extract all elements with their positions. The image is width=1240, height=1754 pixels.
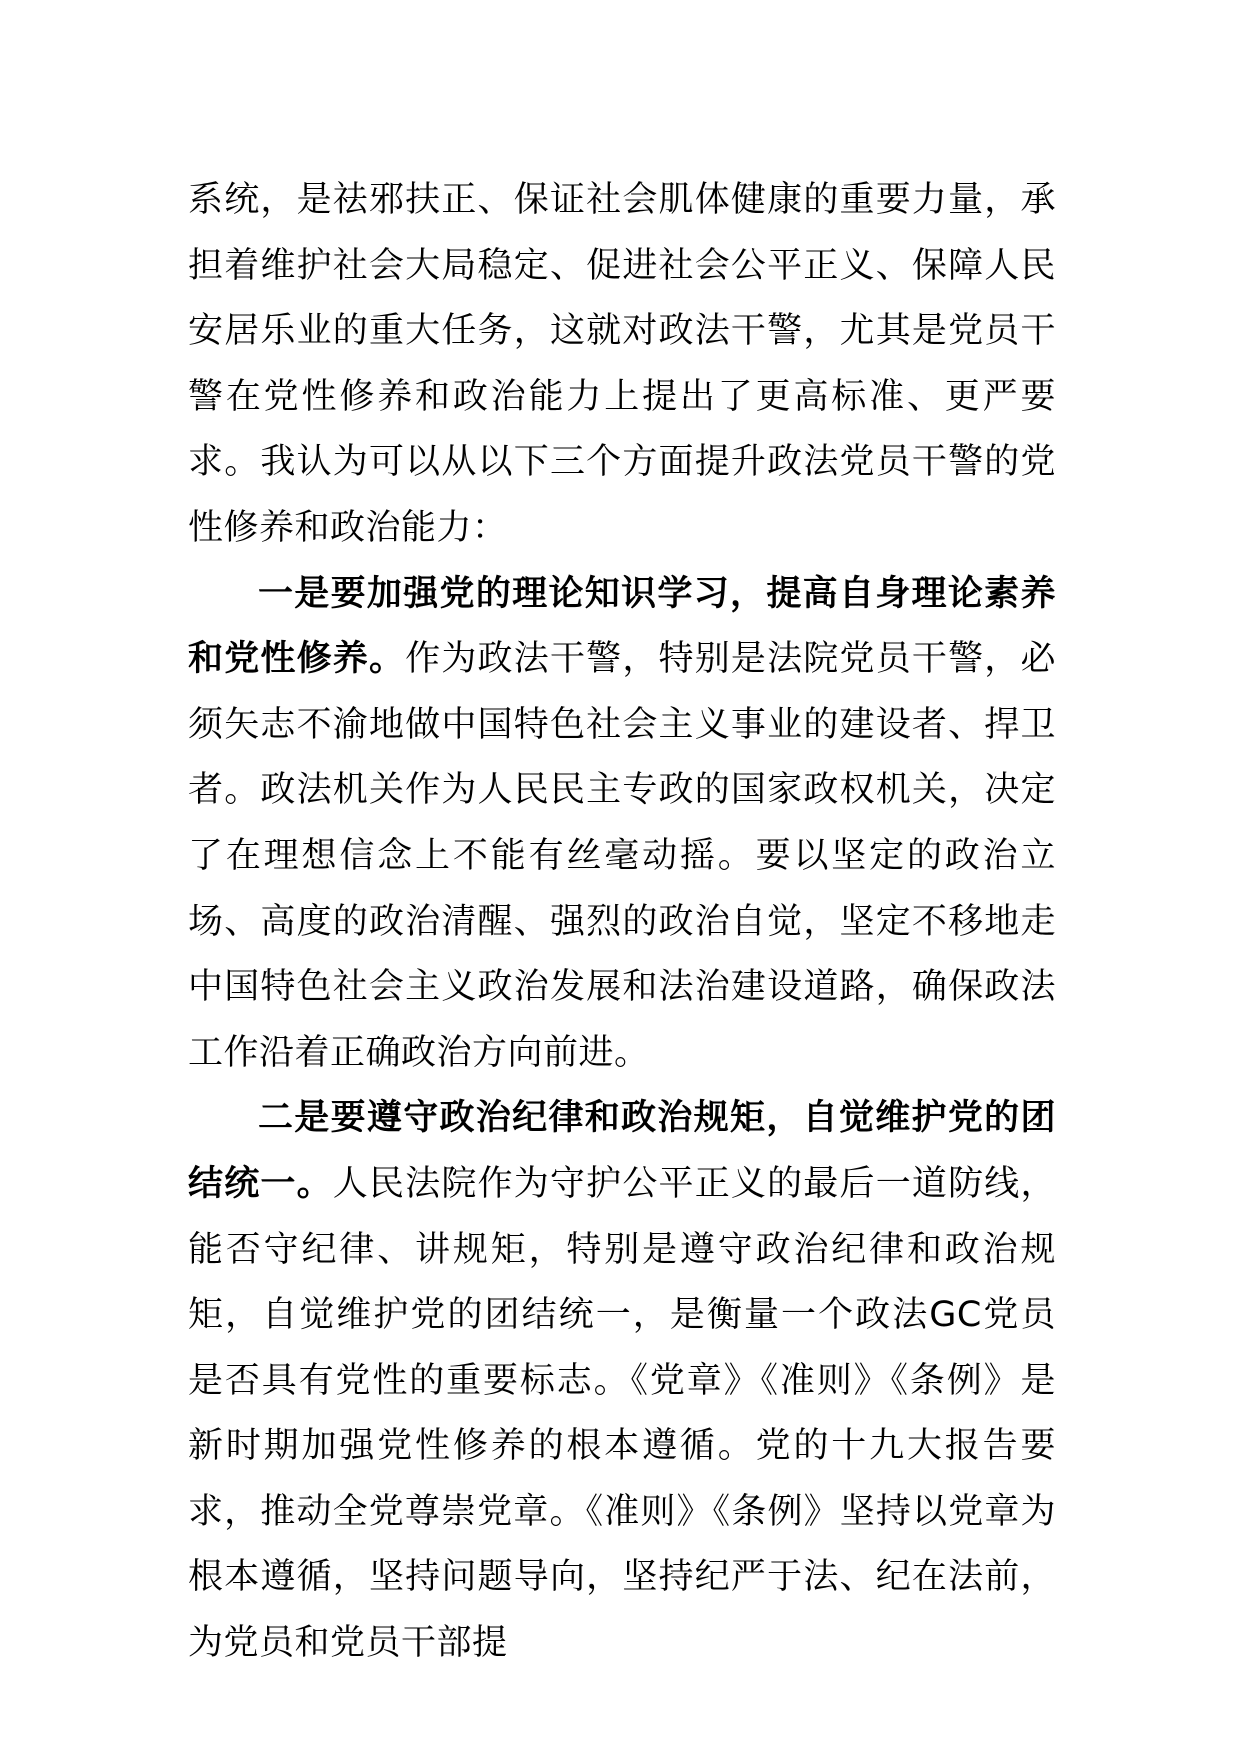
paragraph-text: 系统，是祛邪扶正、保证社会肌体健康的重要力量，承担着维护社会大局稳定、促进社会公平正义、保障人民安居乐业的重大任务，这就对政法干警，尤其是党员干警在党性修养和政治能力上提出了更高标准、更严要求。我认为可以从以下三个方面提升政法党员干警的党性修养和政治能力： <box>188 180 1056 548</box>
paragraph-continuation <box>188 168 1056 562</box>
document-body <box>188 168 1056 1677</box>
paragraph-text: 作为政法干警，特别是法院党员干警，必须矢志不渝地做中国特色社会主义事业的建设者、捍卫者。政法机关作为人民民主专政的国家政权机关，决定了在理想信念上不能有丝毫动摇。要以坚定的政治立场、高度的政治清醒、强烈的政治自觉，坚定不移地走中国特色社会主义政治发展和法治建设道路，确保政法工作沿着正确政治方向前进。 <box>188 639 1056 1073</box>
paragraph-heading: 一是要加强党的理论知识学习，提高自身理论素养和党性修养。 <box>188 573 1056 680</box>
paragraph-point-two <box>188 1086 1056 1676</box>
paragraph-point-one <box>188 562 1056 1087</box>
paragraph-heading: 二是要遵守政治纪律和政治规矩，自觉维护党的团结统一。 <box>188 1098 1056 1204</box>
paragraph-text: 人民法院作为守护公平正义的最后一道防线，能否守纪律、讲规矩，特别是遵守政治纪律和政治规矩，自觉维护党的团结统一，是衡量一个政法GC党员是否具有党性的重要标志。《党章》《准则》《条例》是新时期加强党性修养的根本遵循。党的十九大报告要求，推动全党尊崇党章。《准则》《条例》坚持以党章为根本遵循，坚持问题导向，坚持纪严于法、纪在法前，为党员和党员干部提 <box>188 1163 1056 1664</box>
